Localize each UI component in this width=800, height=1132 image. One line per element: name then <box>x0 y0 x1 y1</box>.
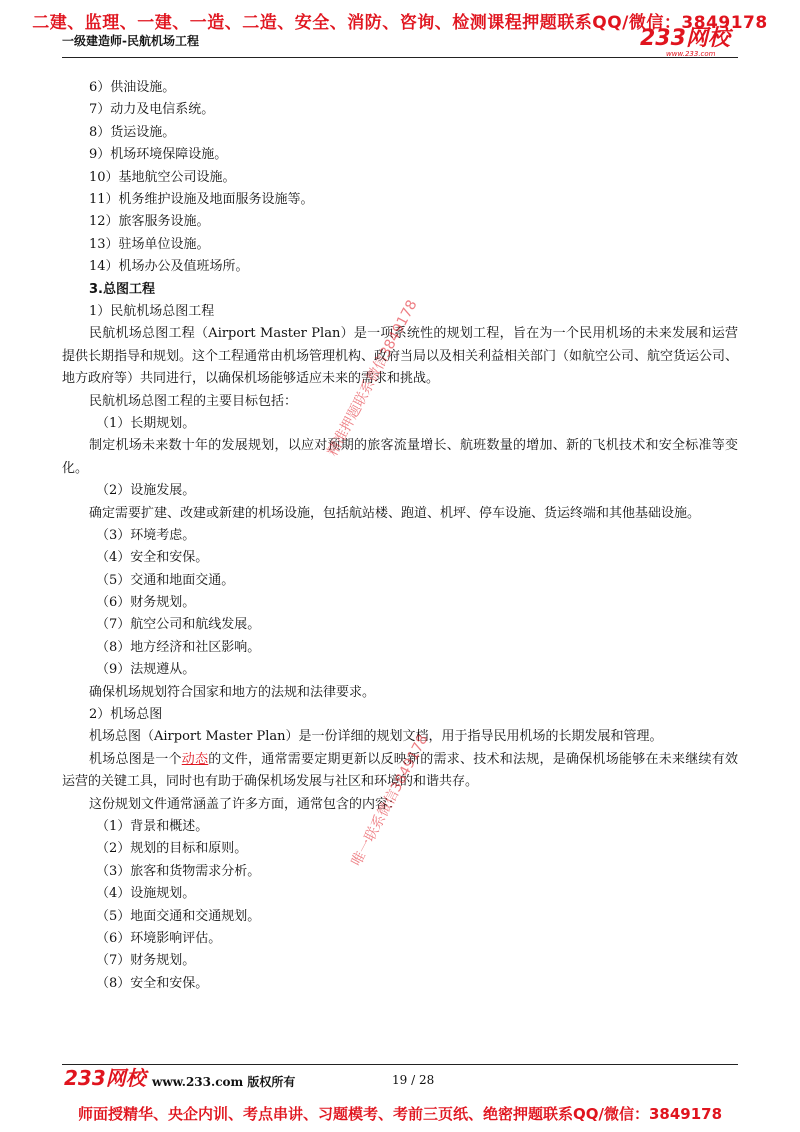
list-item: （5）地面交通和交通规划。 <box>96 908 261 924</box>
bottom-promo-banner: 师面授精华、央企内训、考点串讲、习题模考、考前三页纸、绝密押题联系QQ/微信：3849178 <box>77 1105 723 1123</box>
list-item: （2）规划的目标和原则。 <box>96 841 248 857</box>
list-item: 6）供油设施。 <box>89 80 176 95</box>
list-item: （6）环境影响评估。 <box>96 931 222 947</box>
dynamic-link[interactable]: 动态 <box>181 751 209 767</box>
page-number: 19 / 28 <box>392 1073 435 1087</box>
subsection-heading: 2）机场总图 <box>89 707 163 723</box>
document-body <box>62 77 738 995</box>
paragraph: 这份规划文件通常涵盖了许多方面，通常包含的内容： <box>89 796 402 812</box>
list-item: （4）设施规划。 <box>96 886 196 902</box>
paragraph-text: 的文件，通常需要定期更新以反映新的需求、技术和法规，是确保机场能够在未来继续有效运营的关键工具，同时也有助于确保机场发展与社区和环境的和谐共存。 <box>62 751 738 790</box>
list-item: 8）货运设施。 <box>89 124 176 140</box>
list-item: （7）航空公司和航线发展。 <box>96 617 261 633</box>
list-item: （7）财务规划。 <box>96 953 196 969</box>
list-item: 13）驻场单位设施。 <box>89 236 210 252</box>
paragraph: 确保机场规划符合国家和地方的法规和法律要求。 <box>89 684 376 700</box>
list-item: 7）动力及电信系统。 <box>89 102 215 118</box>
list-item: （1）背景和概述。 <box>96 819 209 835</box>
paragraph: 机场总图（Airport Master Plan）是一份详细的规划文档，用于指导民用机场的长期发展和管理。 <box>89 729 663 745</box>
footer-copyright: www.233.com 版权所有 <box>152 1075 296 1089</box>
footer-divider <box>62 1064 738 1065</box>
list-item: 11）机务维护设施及地面服务设施等。 <box>89 191 314 207</box>
paragraph: 制定机场未来数十年的发展规划，以应对预期的旅客流量增长、航班数量的增加、新的飞机技术和安全标准等变化。 <box>62 438 738 476</box>
document-header-title: 一级建造师-民航机场工程 <box>62 34 199 48</box>
list-item: （3）环境考虑。 <box>96 527 196 543</box>
watermark: 唯一联系微信3849178 <box>348 732 432 869</box>
header-divider <box>62 57 738 58</box>
list-item: 12）旅客服务设施。 <box>89 214 210 230</box>
paragraph: 确定需要扩建、改建或新建的机场设施，包括航站楼、跑道、机坪、停车设施、货运终端和其他基础设施。 <box>89 505 701 521</box>
list-item: （8）地方经济和社区影响。 <box>96 639 261 655</box>
paragraph-text: 机场总图是一个 <box>89 751 182 767</box>
goal-heading: （1）长期规划。 <box>96 415 196 431</box>
list-item: （9）法规遵从。 <box>96 662 196 678</box>
paragraph: 民航机场总图工程（Airport Master Plan）是一项系统性的规划工程，旨在为一个民用机场的未来发展和运营提供长期指导和规划。这个工程通常由机场管理机构、政府当局以及相关利益相关部门（如航空公司、航空货运公司、地方政府等）共同进行，以确保机场能够适应未来的需求和挑战。 <box>62 326 739 387</box>
watermark: 精准押题联系微信3849178 <box>324 297 421 459</box>
paragraph: 民航机场总图工程的主要目标包括： <box>89 393 298 409</box>
footer-logo: 233网校 <box>64 1066 146 1090</box>
brand-logo-url: www.233.com <box>666 50 716 58</box>
top-promo-banner: 二建、监理、一建、一造、二造、安全、消防、咨询、检测课程押题联系QQ/微信：3849178 <box>32 13 768 33</box>
brand-logo: 233网校 <box>640 26 730 51</box>
goal-heading: （2）设施发展。 <box>96 483 196 499</box>
section-heading: 3.总图工程 <box>89 281 155 297</box>
list-item: （4）安全和安保。 <box>96 550 209 566</box>
list-item: 14）机场办公及值班场所。 <box>89 259 249 275</box>
list-item: （3）旅客和货物需求分析。 <box>96 863 261 879</box>
list-item: （8）安全和安保。 <box>96 975 209 991</box>
list-item: 9）机场环境保障设施。 <box>89 147 228 163</box>
list-item: 10）基地航空公司设施。 <box>89 169 236 185</box>
list-item: （6）财务规划。 <box>96 595 196 611</box>
list-item: （5）交通和地面交通。 <box>96 572 235 588</box>
subsection-heading: 1）民航机场总图工程 <box>89 303 215 319</box>
